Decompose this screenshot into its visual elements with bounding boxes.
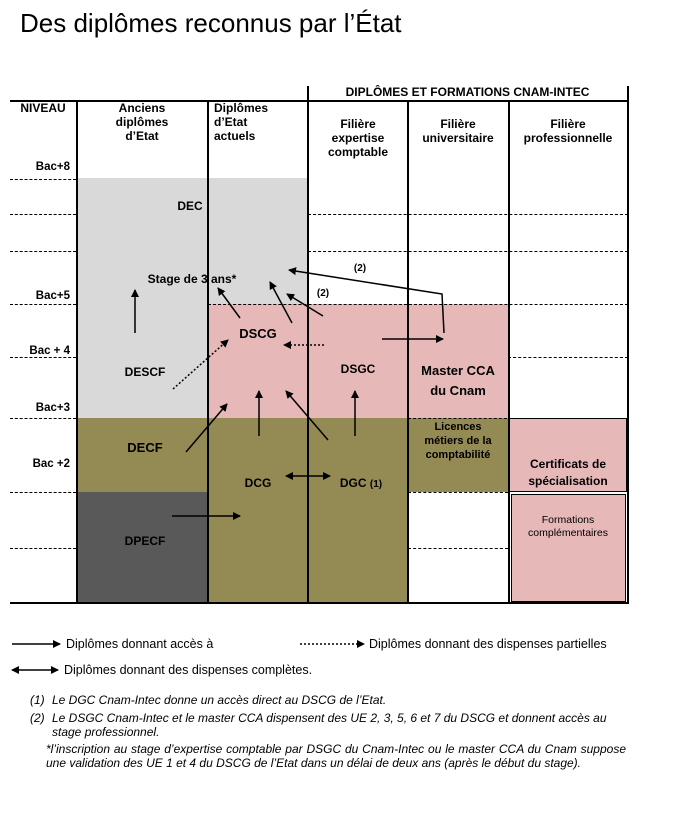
- page-title: Des diplômes reconnus par l’État: [20, 8, 402, 38]
- header-group: DIPLÔMES ET FORMATIONS CNAM-INTEC: [345, 85, 590, 99]
- header-actuels: Diplômes d’Etat actuels: [214, 101, 269, 143]
- dpecf-label: DPECF: [124, 534, 166, 548]
- arrow-dgc-dscg: [286, 391, 328, 440]
- dec-label: DEC: [177, 199, 203, 213]
- arrow-dsgc-stage: [287, 294, 323, 316]
- stage-label: Stage de 3 ans*: [147, 272, 237, 286]
- header-niveau: NIVEAU: [20, 101, 66, 115]
- header-expertise: Filière expertise comptable: [327, 117, 388, 159]
- certificats-label: Certificats de spécialisation: [528, 457, 608, 488]
- note-2-lower: (2): [316, 288, 330, 299]
- formations-label: Formations complémentaires: [528, 514, 608, 539]
- descf-label: DESCF: [124, 365, 166, 379]
- dgc-note: (1): [369, 479, 383, 490]
- arrow-master-stage: [289, 270, 444, 333]
- footnote-1-text: Le DGC Cnam-Intec donne un accès direct au DSCG de l’Etat.: [52, 693, 387, 707]
- footnote-1-mark: (1): [30, 693, 45, 707]
- arrow-dscg-stage-2: [270, 282, 292, 323]
- level-bac5: Bac+5: [35, 290, 70, 302]
- footnote-2: [30, 711, 630, 739]
- arrow-dscg-stage: [218, 288, 240, 318]
- footnote-star: *l’inscription au stage d’expertise comptable par DSGC du Cnam-Intec ou le master CCA du Cnam suppose une validation des UE 1 et 4 du DSCG de l’Etat dans un délai de deux ans (après le début du stage).: [46, 742, 626, 770]
- dscg-label: DSCG: [239, 326, 277, 341]
- dgc-text: DGC: [339, 476, 367, 490]
- master-label: Master CCA du Cnam: [421, 363, 495, 398]
- arrow-descf-dscg-partial: [173, 340, 228, 389]
- footnote-2-text: Le DSGC Cnam-Intec et le master CCA dispensent des UE 2, 3, 5, 6 et 7 du DSCG et donnent accès au stage professionnel.: [52, 711, 607, 739]
- legend-completes: Diplômes donnant des dispenses complètes.: [64, 663, 313, 677]
- legend-acces: Diplômes donnant accès à: [66, 637, 214, 651]
- decf-label: DECF: [127, 440, 163, 455]
- footnote-2-mark: (2): [30, 711, 45, 725]
- header-universitaire: Filière universitaire: [422, 117, 494, 145]
- licences-label: Licences métiers de la comptabilité: [424, 421, 492, 461]
- dsgc-label: DSGC: [340, 362, 376, 376]
- header-professionnelle: Filière professionnelle: [523, 117, 613, 145]
- dcg-label: DCG: [244, 476, 272, 490]
- header-anciens: Anciens diplômes d’Etat: [115, 101, 169, 143]
- note-2-upper: (2): [353, 263, 367, 274]
- level-bac2: Bac +2: [32, 458, 70, 470]
- level-bac3: Bac+3: [35, 402, 70, 414]
- level-bac8: Bac+8: [35, 161, 70, 173]
- footnote-1: [30, 693, 630, 707]
- level-bac4: Bac + 4: [29, 345, 70, 357]
- arrow-decf-dscg: [186, 404, 227, 452]
- legend-partielles: Diplômes donnant des dispenses partielles: [369, 637, 607, 651]
